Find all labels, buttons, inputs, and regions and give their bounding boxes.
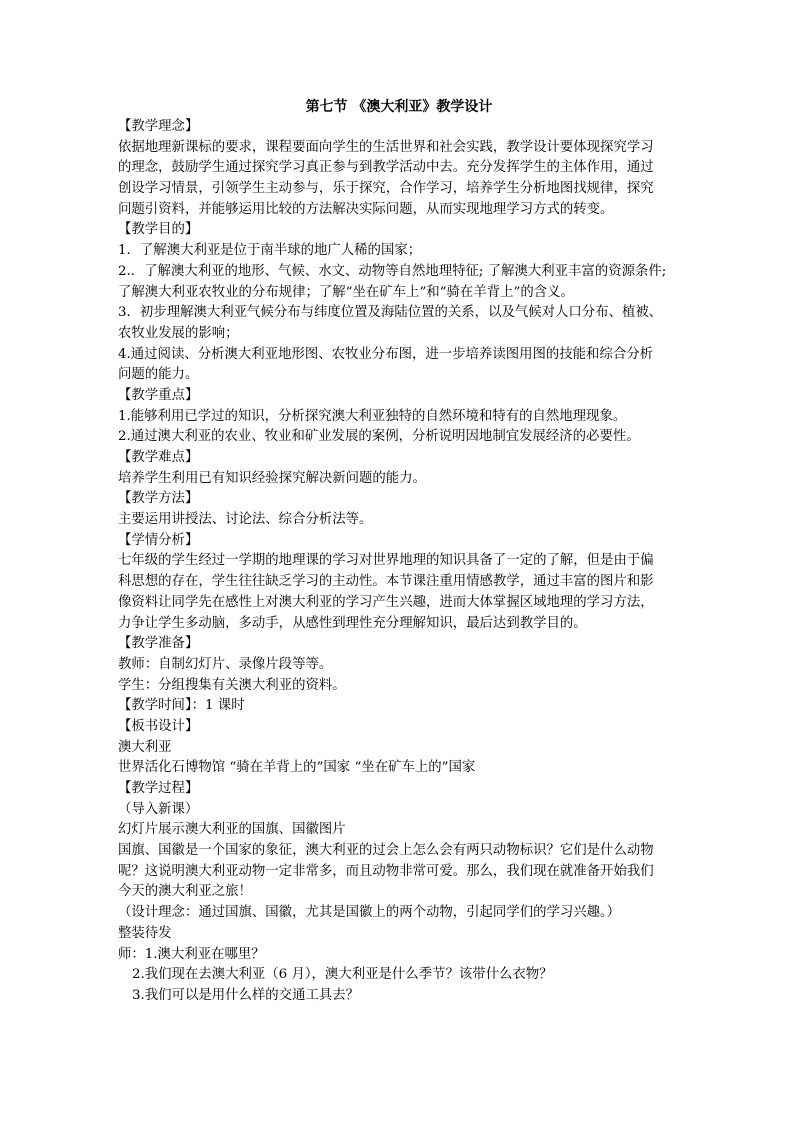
section-heading-difficulties: 【教学难点】 [118,450,199,465]
section-heading-preparation: 【教学准备】 [118,636,199,652]
section-heading-teaching-goals: 【教学目的】 [118,222,199,238]
goal-item: 4.通过阅读、分析澳大利亚地形图、农牧业分布图，进一步培养读图用图的技能和综合分析 [118,346,654,362]
key-point-item: 1.能够利用已学过的知识，分析探究澳大利亚独特的自然环境和特有的自然地理现象。 [118,408,627,424]
paragraph-line: 依据地理新课标的要求，课程要面向学生的生活世界和社会实践，教学设计要体现探究学习 [118,139,654,155]
paragraph-line: 培养学生利用已有知识经验探究解决新问题的能力。 [118,470,426,486]
paragraph-line: （设计理念：通过国旗、国徽，尤其是国徽上的两个动物，引起同学们的学习兴趣。） [118,905,621,921]
section-heading-key-points: 【教学重点】 [118,387,199,403]
section-heading-teaching-process: 【教学过程】 [118,781,199,796]
document-page [118,97,680,1007]
question-item: 师：1.澳大利亚在哪里？ [118,946,265,962]
paragraph-line: 问题引资料，并能够运用比较的方法解决实际问题，从而实现地理学习方式的转变。 [118,201,614,217]
goal-item: 2.．了解澳大利亚的地形、气候、水文、动物等自然地理特征; 了解澳大利亚丰富的资源条件; [118,263,667,279]
paragraph-line: 学生：分组搜集有关澳大利亚的资料。 [118,677,346,693]
paragraph-line: 七年级的学生经过一学期的地理课的学习对世界地理的知识具备了一定的了解，但是由于偏 [118,553,654,569]
paragraph-line: 主要运用讲授法、讨论法、综合分析法等。 [118,512,373,528]
paragraph-line: 创设学习情景，引领学生主动参与，乐于探究，合作学习，培养学生分析地图找规律，探究 [118,181,654,197]
paragraph-line: 了解澳大利亚农牧业的分布规律；了解“坐在矿车上”和“骑在羊背上”的含义。 [118,284,574,300]
paragraph-line: 像资料让同学先在感性上对澳大利亚的学习产生兴趣，进而大体掌握区域地理的学习方法， [118,594,654,610]
document-title: 第七节 《澳大利亚》教学设计 [305,99,493,115]
section-heading-teaching-time: 【教学时间】：1 课时 [118,698,245,714]
paragraph-line: 问题的能力。 [118,367,199,383]
paragraph-line: 力争让学生多动脑，多动手，从感性到理性充分理解知识，最后达到教学目的。 [118,615,587,631]
paragraph-line: 国旗、国徽是一个国家的象征，澳大利亚的过会上怎么会有两只动物标识？它们是什么动物 [118,843,654,859]
section-heading-methods: 【教学方法】 [118,491,199,507]
paragraph-line: 澳大利亚 [118,739,172,755]
paragraph-line: 呢？这说明澳大利亚动物一定非常多，而且动物非常可爱。那么，我们现在就准备开始我们 [118,863,654,879]
paragraph-line: 科思想的存在，学生往往缺乏学习的主动性。本节课注重用情感教学，通过丰富的图片和影 [118,574,654,590]
paragraph-line: 幻灯片展示澳大利亚的国旗、国徽图片 [118,822,346,838]
section-heading-teaching-philosophy: 【教学理念】 [118,119,199,134]
paragraph-line: 的理念，鼓励学生通过探究学习真正参与到教学活动中去。充分发挥学生的主体作用，通过 [118,160,654,176]
paragraph-line: 世界活化石博物馆 “骑在羊背上的”国家 “坐在矿车上的”国家 [118,760,476,776]
paragraph-line: 教师：自制幻灯片、录像片段等等。 [118,656,333,672]
question-item: 2.我们现在去澳大利亚（6 月），澳大利亚是什么季节？该带什么衣物？ [132,967,553,983]
goal-item: 1．了解澳大利亚是位于南半球的地广人稀的国家； [118,243,422,259]
section-heading-student-analysis: 【学情分析】 [118,532,199,548]
document-body [118,117,680,1007]
paragraph-line: （导入新课） [118,801,199,817]
key-point-item: 2.通过澳大利亚的农业、牧业和矿业发展的案例，分析说明因地制宜发展经济的必要性。 [118,429,640,445]
section-heading-board-design: 【板书设计】 [118,718,199,734]
paragraph-line: 整装待发 [118,925,172,941]
goal-item: 3．初步理解澳大利亚气候分布与纬度位置及海陆位置的关系，以及气候对人口分布、植被、 [118,305,663,321]
paragraph-line: 今天的澳大利亚之旅！ [118,884,252,900]
paragraph-line: 农牧业发展的影响； [118,325,239,341]
question-item: 3.我们可以是用什么样的交通工具去？ [132,987,360,1003]
